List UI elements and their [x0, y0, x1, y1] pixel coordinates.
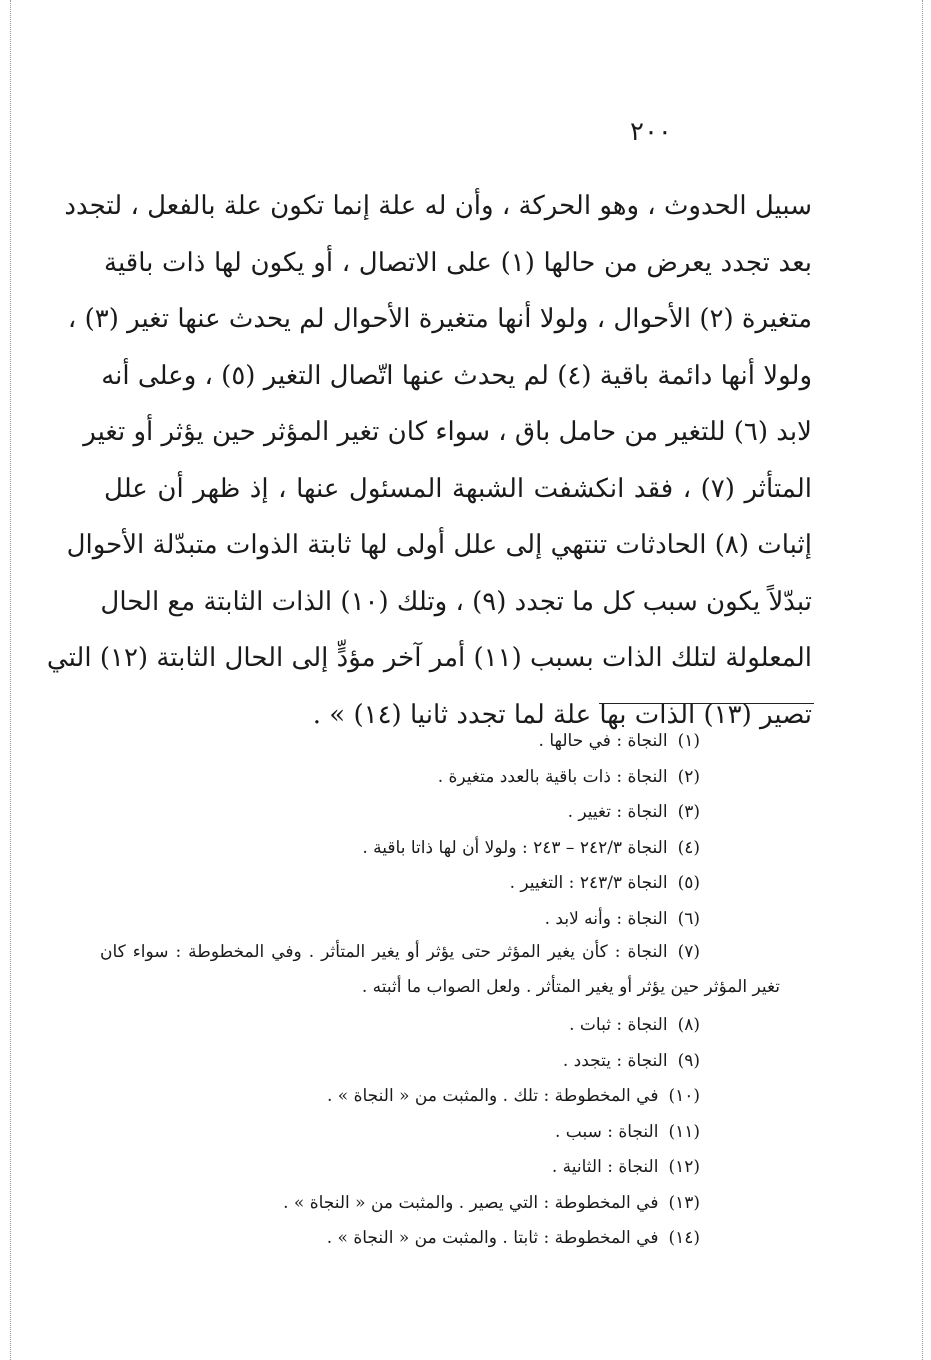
footnotes-list — [100, 724, 700, 937]
footnote-item — [100, 1186, 700, 1222]
footnote-number: (١٤) — [668, 1228, 700, 1248]
footnote-text: النجاة ٢٤٣/٣ : التغيير . — [509, 873, 668, 893]
main-text-line: المعلولة لتلك الذات بسبب (١١) أمر آخر مؤدٍّ إلى الحال الثابتة (١٢) التي — [46, 643, 812, 673]
footnote-text: النجاة : وأنه لابد . — [544, 908, 668, 929]
footnote-text: النجاة : الثانية . — [551, 1157, 659, 1177]
main-text-line: بعد تجدد يعرض من حالها (١) على الاتصال ، أو يكون لها ذات باقية — [104, 247, 812, 278]
footnote-number: (٧) — [677, 942, 700, 962]
main-text-line: تصير (١٣) الذات بها علة لما تجدد ثانيا (١٤) » . — [312, 699, 812, 730]
footnote-item — [100, 795, 700, 831]
footnote-text: النجاة ٢٤٢/٣ – ٢٤٣ : ولولا أن لها ذاتا باقية . — [362, 837, 668, 858]
footnote-item — [100, 902, 700, 938]
page-number: ٢٠٠ — [630, 117, 672, 147]
footnote-item — [100, 1079, 700, 1115]
footnote-number: (١٠) — [668, 1086, 700, 1106]
footnote-item — [100, 866, 700, 902]
main-text-line: إثبات (٨) الحادثات تنتهي إلى علل أولى لها ثابتة الذوات متبدّلة الأحوال — [66, 530, 812, 560]
footnote-text: في المخطوطة : ثابتا . والمثبت من « النجاة » . — [326, 1228, 659, 1248]
main-text-line: متغيرة (٢) الأحوال ، ولولا أنها متغيرة الأحوال لم يحدث عنها تغير (٣) ، — [67, 304, 812, 334]
main-text-block — [46, 178, 812, 743]
footnote-item — [100, 760, 700, 796]
footnote-text: النجاة : ثبات . — [569, 1015, 668, 1035]
footnote-number: (٥) — [677, 873, 700, 893]
footnote-item — [100, 1044, 700, 1080]
footnote-number: (٢) — [677, 766, 700, 787]
footnote-continuation: تغير المؤثر حين يؤثر أو يغير المتأثر . ولعل الصواب ما أثبته . — [361, 977, 780, 997]
footnote-text: النجاة : سبب . — [554, 1121, 659, 1142]
footnote-separator — [599, 703, 814, 704]
footnote-text: النجاة : كأن يغير المؤثر حتى يؤثر أو يغير المتأثر . وفي المخطوطة : سواء كان — [100, 942, 668, 962]
main-text-line: لابد (٦) للتغير من حامل باق ، سواء كان تغير المؤثر حين يؤثر أو تغير — [83, 417, 812, 447]
footnote-text: في المخطوطة : تلك . والمثبت من « النجاة » . — [326, 1086, 659, 1106]
footnote-item — [100, 1115, 700, 1151]
footnote-number: (٣) — [677, 802, 700, 822]
footnote-number: (٨) — [677, 1015, 700, 1035]
footnote-text: في المخطوطة : التي يصير . والمثبت من « النجاة » . — [283, 1192, 659, 1213]
footnote-item-long — [100, 935, 700, 971]
footnote-text: النجاة : ذات باقية بالعدد متغيرة . — [437, 766, 668, 787]
footnote-number: (١٢) — [668, 1157, 700, 1177]
main-text-line: ولولا أنها دائمة باقية (٤) لم يحدث عنها اتّصال التغير (٥) ، وعلى أنه — [101, 360, 812, 391]
footnote-item — [100, 831, 700, 867]
footnote-number: (٦) — [677, 908, 700, 929]
main-text-line: سبيل الحدوث ، وهو الحركة ، وأن له علة إنما تكون علة بالفعل ، لتجدد — [64, 191, 812, 221]
right-edge-dotted-line — [922, 0, 923, 1360]
main-text-line: المتأثر (٧) ، فقد انكشفت الشبهة المسئول عنها ، إذ ظهر أن علل — [104, 473, 812, 504]
footnote-number: (٩) — [677, 1050, 700, 1071]
footnote-number: (١) — [677, 731, 700, 751]
footnote-number: (١١) — [668, 1121, 700, 1142]
footnote-item — [100, 1150, 700, 1186]
footnotes-list-continued — [100, 1008, 700, 1257]
footnote-text: النجاة : يتجدد . — [562, 1050, 668, 1071]
footnote-number: (١٣) — [668, 1192, 700, 1213]
footnote-item — [100, 1221, 700, 1257]
footnote-number: (٤) — [677, 837, 700, 858]
left-edge-dotted-line — [10, 0, 11, 1360]
footnote-item — [100, 1008, 700, 1044]
main-text-line: تبدّلاً يكون سبب كل ما تجدد (٩) ، وتلك (١٠) الذات الثابتة مع الحال — [100, 586, 812, 617]
footnote-item — [100, 724, 700, 760]
footnote-text: النجاة : في حالها . — [538, 731, 668, 751]
footnote-text: النجاة : تغيير . — [567, 802, 668, 822]
